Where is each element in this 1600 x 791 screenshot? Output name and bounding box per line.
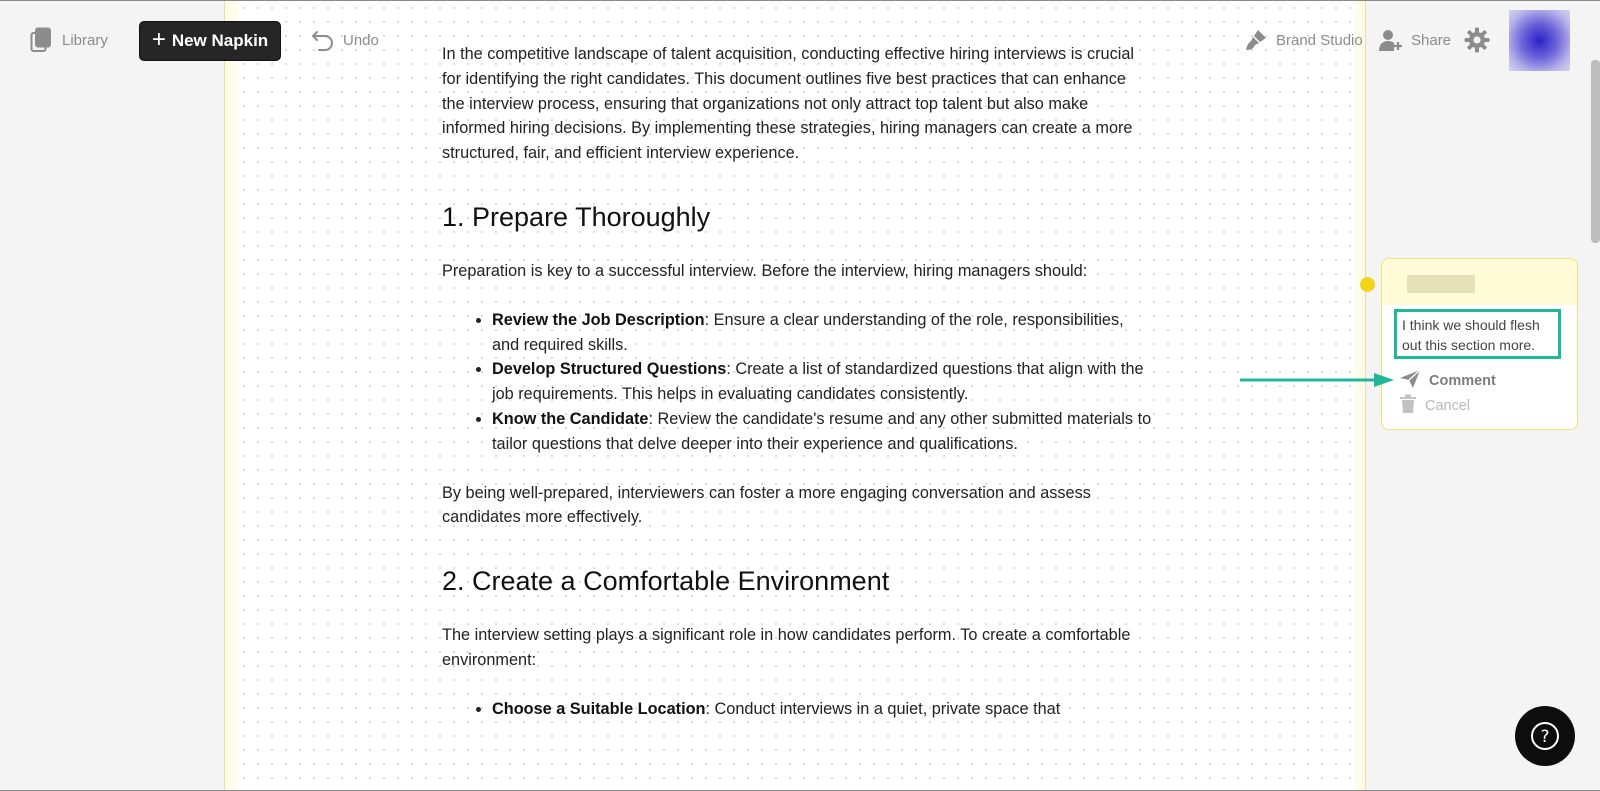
section-heading[interactable]: 1. Prepare Thoroughly bbox=[442, 201, 711, 232]
gear-icon bbox=[1464, 27, 1490, 53]
bullet-list bbox=[492, 697, 1152, 722]
share-label: Share bbox=[1411, 31, 1452, 49]
bullet-term: Choose a Suitable Location bbox=[492, 699, 706, 718]
comment-popup bbox=[1381, 258, 1578, 430]
bullet-text: : Conduct interviews in a quiet, private space that bbox=[705, 699, 1061, 718]
section-lead[interactable]: The interview setting plays a significant role in how candidates perform. To create a comfortable environment: bbox=[442, 626, 1131, 669]
comment-anchor-dot[interactable] bbox=[1360, 277, 1375, 292]
list-item[interactable] bbox=[492, 357, 1152, 407]
comment-header bbox=[1382, 259, 1577, 305]
bullet-list bbox=[492, 308, 1152, 457]
cancel-comment-label: Cancel bbox=[1425, 398, 1471, 414]
bullet-text: : Create a list of standardized questions that align with the job requirements. This helps in evaluating candidates consistently. bbox=[492, 360, 1144, 404]
intro-paragraph[interactable]: In the competitive landscape of talent acquisition, conducting effective hiring interviews is crucial for identifying the right candidates. This document outlines five best practices that can enhance the interview process, ensuring that organizations not only attract top talent but also make informed hiring decisions. By implementing these strategies, hiring managers can create a more structured, fair, and efficient interview experience. bbox=[442, 45, 1135, 163]
list-item[interactable] bbox=[492, 308, 1152, 358]
add-user-icon bbox=[1379, 28, 1403, 52]
brand-studio-button[interactable] bbox=[1244, 26, 1363, 54]
section-closing[interactable]: By being well-prepared, interviewers can foster a more engaging conversation and assess candidates more effectively. bbox=[442, 483, 1091, 527]
new-napkin-label: New Napkin bbox=[171, 31, 269, 50]
list-item[interactable] bbox=[492, 697, 1152, 722]
section-heading[interactable]: 2. Create a Comfortable Environment bbox=[442, 566, 890, 597]
new-napkin-button[interactable] bbox=[139, 21, 281, 61]
comment-input[interactable]: I think we should flesh out this section more. bbox=[1394, 309, 1561, 359]
section-lead[interactable]: Preparation is key to a successful interview. Before the interview, hiring managers should: bbox=[442, 261, 1088, 280]
annotation-arrow bbox=[1240, 371, 1396, 391]
library-icon bbox=[30, 27, 54, 53]
undo-icon bbox=[311, 29, 335, 51]
paper-plane-icon bbox=[1399, 369, 1421, 393]
avatar[interactable] bbox=[1509, 10, 1570, 71]
plus-icon: + bbox=[151, 26, 166, 53]
bullet-term: Develop Structured Questions bbox=[492, 360, 727, 379]
list-item[interactable] bbox=[492, 407, 1152, 457]
library-button[interactable] bbox=[30, 26, 108, 54]
document-body[interactable] bbox=[442, 42, 1152, 746]
question-icon bbox=[1529, 720, 1561, 752]
undo-label: Undo bbox=[343, 31, 379, 49]
submit-comment-button[interactable] bbox=[1399, 369, 1496, 393]
bullet-term: Know the Candidate bbox=[492, 409, 649, 428]
submit-comment-label: Comment bbox=[1429, 373, 1496, 389]
share-button[interactable] bbox=[1379, 26, 1451, 54]
bullet-text: : Review the candidate's resume and any other submitted materials to tailor questions that delve deeper into their experience and qualifications. bbox=[492, 409, 1152, 453]
comment-author-placeholder bbox=[1407, 275, 1475, 293]
trash-icon bbox=[1399, 394, 1417, 418]
bullet-text: : Ensure a clear understanding of the role, responsibilities, and required skills. bbox=[492, 310, 1124, 354]
scrollbar-thumb[interactable] bbox=[1591, 60, 1600, 243]
paintbrush-icon bbox=[1244, 28, 1268, 52]
help-button[interactable] bbox=[1515, 706, 1575, 766]
library-label: Library bbox=[62, 31, 108, 49]
cancel-comment-button[interactable] bbox=[1399, 394, 1470, 418]
bullet-term: Review the Job Description bbox=[492, 310, 705, 329]
brand-studio-label: Brand Studio bbox=[1276, 31, 1363, 49]
settings-button[interactable] bbox=[1464, 26, 1490, 54]
undo-button[interactable] bbox=[311, 26, 379, 54]
help-label: ? bbox=[1540, 727, 1550, 747]
